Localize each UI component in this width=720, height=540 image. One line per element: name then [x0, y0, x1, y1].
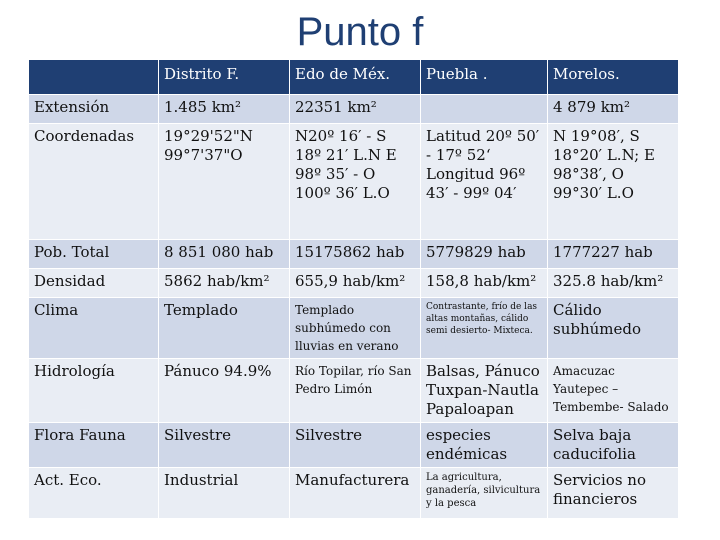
table-cell: Selva baja caducifolia — [548, 423, 679, 468]
row-poblacion-total — [29, 240, 679, 269]
header-puebla: Puebla . — [421, 60, 548, 95]
table-cell: 158,8 hab/km² — [421, 269, 548, 298]
header-distrito-federal: Distrito F. — [159, 60, 290, 95]
row-label: Coordenadas — [29, 124, 159, 240]
table-cell: Manufacturera — [290, 468, 421, 519]
table-cell: Río Topilar, río San Pedro Limón — [290, 359, 421, 423]
table-cell: Servicios no financieros — [548, 468, 679, 519]
header-morelos: Morelos. — [548, 60, 679, 95]
row-actividad-economica — [29, 468, 679, 519]
header-row — [29, 60, 679, 95]
row-coordenadas — [29, 124, 679, 240]
table-cell: Silvestre — [290, 423, 421, 468]
row-label: Act. Eco. — [29, 468, 159, 519]
table-cell: 655,9 hab/km² — [290, 269, 421, 298]
row-hidrologia — [29, 359, 679, 423]
table-cell: 5862 hab/km² — [159, 269, 290, 298]
table-cell: Balsas, Pánuco Tuxpan-Nautla Papaloapan — [421, 359, 548, 423]
table-cell: Templado — [159, 298, 290, 359]
table-cell: Contrastante, frío de las altas montañas, cálido semi desierto- Mixteca. — [421, 298, 548, 359]
table-cell: 8 851 080 hab — [159, 240, 290, 269]
table-cell: 5779829 hab — [421, 240, 548, 269]
row-label: Hidrología — [29, 359, 159, 423]
table-cell: Templado subhúmedo con lluvias en verano — [290, 298, 421, 359]
table-cell: 15175862 hab — [290, 240, 421, 269]
row-label: Flora Fauna — [29, 423, 159, 468]
row-clima — [29, 298, 679, 359]
table-cell: Latitud 20º 50′ - 17º 52‘ Longitud 96º 43′ - 99º 04′ — [421, 124, 548, 240]
table-cell: 19°29'52"N 99°7'37"O — [159, 124, 290, 240]
comparison-table — [28, 59, 679, 519]
table-cell: 4 879 km² — [548, 95, 679, 124]
table-cell: 1.485 km² — [159, 95, 290, 124]
row-label: Clima — [29, 298, 159, 359]
table-cell: Silvestre — [159, 423, 290, 468]
table-cell: Amacuzac Yautepec – Tembembe- Salado — [548, 359, 679, 423]
table-cell: La agricultura, ganadería, silvicultura y la pesca — [421, 468, 548, 519]
table-cell: N20º 16′ - S 18º 21′ L.N E 98º 35′ - O 100º 36′ L.O — [290, 124, 421, 240]
header-estado-de-mexico: Edo de Méx. — [290, 60, 421, 95]
table-cell: Industrial — [159, 468, 290, 519]
table-cell: N 19°08′, S 18°20′ L.N; E 98°38′, O 99°30′ L.O — [548, 124, 679, 240]
table-cell — [421, 95, 548, 124]
slide-title: Punto f — [296, 10, 424, 54]
table-cell: 1777227 hab — [548, 240, 679, 269]
row-label: Extensión — [29, 95, 159, 124]
row-label: Densidad — [29, 269, 159, 298]
table-cell: especies endémicas — [421, 423, 548, 468]
row-label: Pob. Total — [29, 240, 159, 269]
table-cell: 325.8 hab/km² — [548, 269, 679, 298]
row-extension — [29, 95, 679, 124]
row-densidad — [29, 269, 679, 298]
table-cell: Pánuco 94.9% — [159, 359, 290, 423]
header-cell-empty — [29, 60, 159, 95]
table-cell: Cálido subhúmedo — [548, 298, 679, 359]
row-flora-fauna — [29, 423, 679, 468]
table-cell: 22351 km² — [290, 95, 421, 124]
